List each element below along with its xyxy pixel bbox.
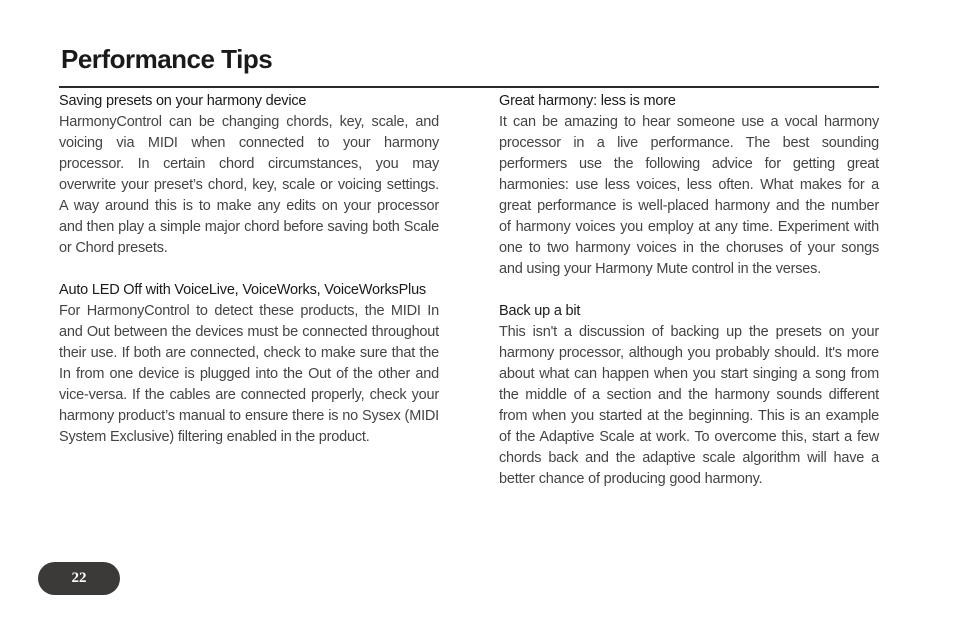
left-column	[59, 91, 439, 469]
section-body: HarmonyControl can be changing chords, key, scale, and voicing via MIDI when connected to your harmony processor. In certain chord circumstances, you may overwrite your preset’s chord, key, scale or voicing settings. A way around this is to make any edits on your processor and then play a simple major chord before saving both Scale or Chord presets.	[59, 114, 439, 256]
section-body: It can be amazing to hear someone use a vocal harmony processor in a live performance. The best sounding performers use the following advice for getting great harmonies: use less voices, less often. What makes for a great performance is well-placed harmony and the number of harmony voices you employ at any time. Experiment with one to two harmony voices in the choruses of your songs and using your Harmony Mute control in the verses.	[499, 114, 879, 277]
title-divider	[59, 86, 879, 88]
section-heading: Back up a bit	[499, 303, 581, 319]
section-heading: Auto LED Off with VoiceLive, VoiceWorks, VoiceWorksPlus	[59, 282, 426, 298]
section-body: This isn't a discussion of backing up the presets on your harmony processor, although you probably should. It's more about what can happen when you start singing a song from the middle of a section and the harmony sounds different from when you started at the beginning. This is an example of the Adaptive Scale at work. To overcome this, start a few chords back and the adaptive scale algorithm will have a better chance of producing good harmony.	[499, 324, 879, 487]
page-number-badge: 22	[38, 562, 120, 595]
section-heading: Saving presets on your harmony device	[59, 93, 307, 109]
page-title: Performance Tips	[61, 44, 273, 74]
section-great-harmony	[499, 91, 879, 280]
right-column	[499, 91, 879, 511]
section-back-up-a-bit	[499, 301, 879, 490]
section-auto-led-off	[59, 280, 439, 448]
section-body: For HarmonyControl to detect these products, the MIDI In and Out between the devices must be connected throughout their use. If both are connected, check to make sure that the In from one device is plugged into the Out of the other and vice-versa. If the cables are connected properly, check your harmony product’s manual to ensure there is no Sysex (MIDI System Exclusive) filtering enabled in the product.	[59, 303, 439, 445]
section-heading: Great harmony: less is more	[499, 93, 676, 109]
section-saving-presets	[59, 91, 439, 259]
